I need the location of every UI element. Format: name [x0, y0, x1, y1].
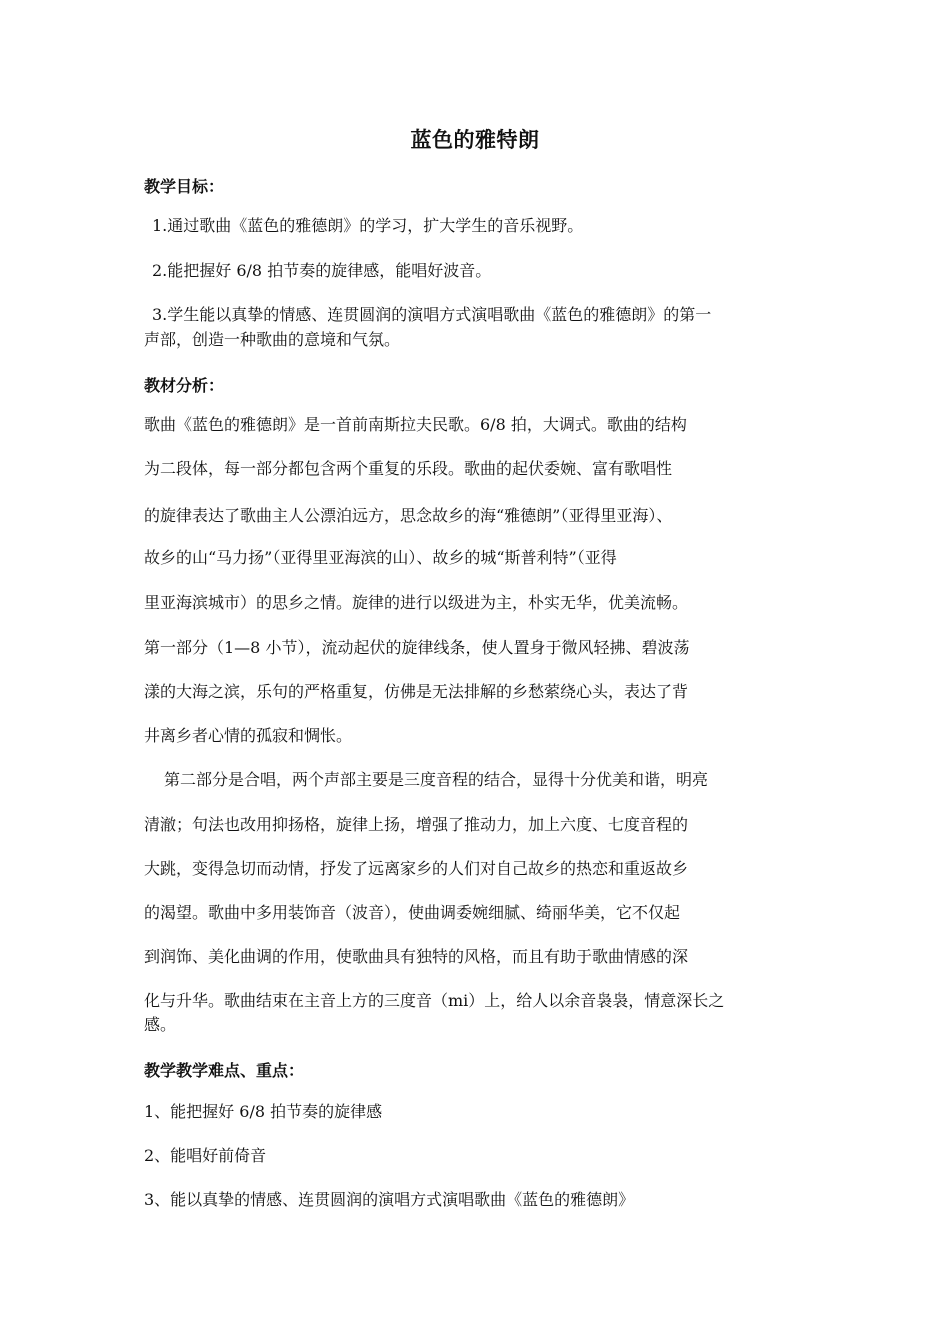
document-title: 蓝色的雅特朗	[410, 128, 540, 152]
objectives-heading: 教学目标：	[144, 177, 225, 196]
analysis-line: 感。	[144, 1015, 177, 1034]
objective-item-continued: 声部，创造一种歌曲的意境和气氛。	[144, 330, 401, 349]
difficulty-item: 2、能唱好前倚音	[144, 1146, 267, 1165]
difficulties-heading: 教学教学难点、重点：	[144, 1061, 305, 1080]
difficulty-item: 3、能以真挚的情感、连贯圆润的演唱方式演唱歌曲《蓝色的雅德朗》	[144, 1190, 635, 1209]
analysis-line: 歌曲《蓝色的雅德朗》是一首前南斯拉夫民歌。6/8 拍，大调式。歌曲的结构	[144, 415, 687, 434]
objective-item: 2.能把握好 6/8 拍节奏的旋律感，能唱好波音。	[152, 261, 492, 280]
analysis-line: 大跳，变得急切而动情，抒发了远离家乡的人们对自己故乡的热恋和重返故乡	[144, 859, 689, 878]
analysis-line: 的旋律表达了歌曲主人公漂泊远方，思念故乡的海“雅德朗”（亚得里亚海）、	[144, 506, 673, 525]
analysis-line: 到润饰、美化曲调的作用，使歌曲具有独特的风格，而且有助于歌曲情感的深	[144, 947, 689, 966]
analysis-line: 故乡的山“马力扬”（亚得里亚海滨的山）、故乡的城“斯普利特”（亚得	[144, 548, 617, 567]
objective-item: 3.学生能以真挚的情感、连贯圆润的演唱方式演唱歌曲《蓝色的雅德朗》的第一	[152, 305, 712, 324]
analysis-line: 清澈；句法也改用抑扬格，旋律上扬，增强了推动力，加上六度、七度音程的	[144, 815, 689, 834]
analysis-line: 为二段体，每一部分都包含两个重复的乐段。歌曲的起伏委婉、富有歌唱性	[144, 459, 673, 478]
analysis-line: 第二部分是合唱，两个声部主要是三度音程的结合，显得十分优美和谐，明亮	[164, 770, 709, 789]
analysis-line: 里亚海滨城市）的思乡之情。旋律的进行以级进为主，朴实无华，优美流畅。	[144, 593, 689, 612]
analysis-line: 的渴望。歌曲中多用装饰音（波音），使曲调委婉细腻、绮丽华美，它不仅起	[144, 903, 681, 922]
objective-item: 1.通过歌曲《蓝色的雅德朗》的学习，扩大学生的音乐视野。	[152, 216, 584, 235]
difficulty-item: 1、能把握好 6/8 拍节奏的旋律感	[144, 1102, 383, 1121]
analysis-line: 化与升华。歌曲结束在主音上方的三度音（mi）上，给人以余音袅袅，情意深长之	[144, 991, 725, 1010]
analysis-line: 第一部分（1—8 小节），流动起伏的旋律线条，使人置身于微风轻拂、碧波荡	[144, 638, 690, 657]
analysis-heading: 教材分析：	[144, 376, 225, 395]
analysis-line: 漾的大海之滨，乐句的严格重复，仿佛是无法排解的乡愁萦绕心头，表达了背	[144, 682, 689, 701]
analysis-line: 井离乡者心情的孤寂和惆怅。	[144, 726, 353, 745]
